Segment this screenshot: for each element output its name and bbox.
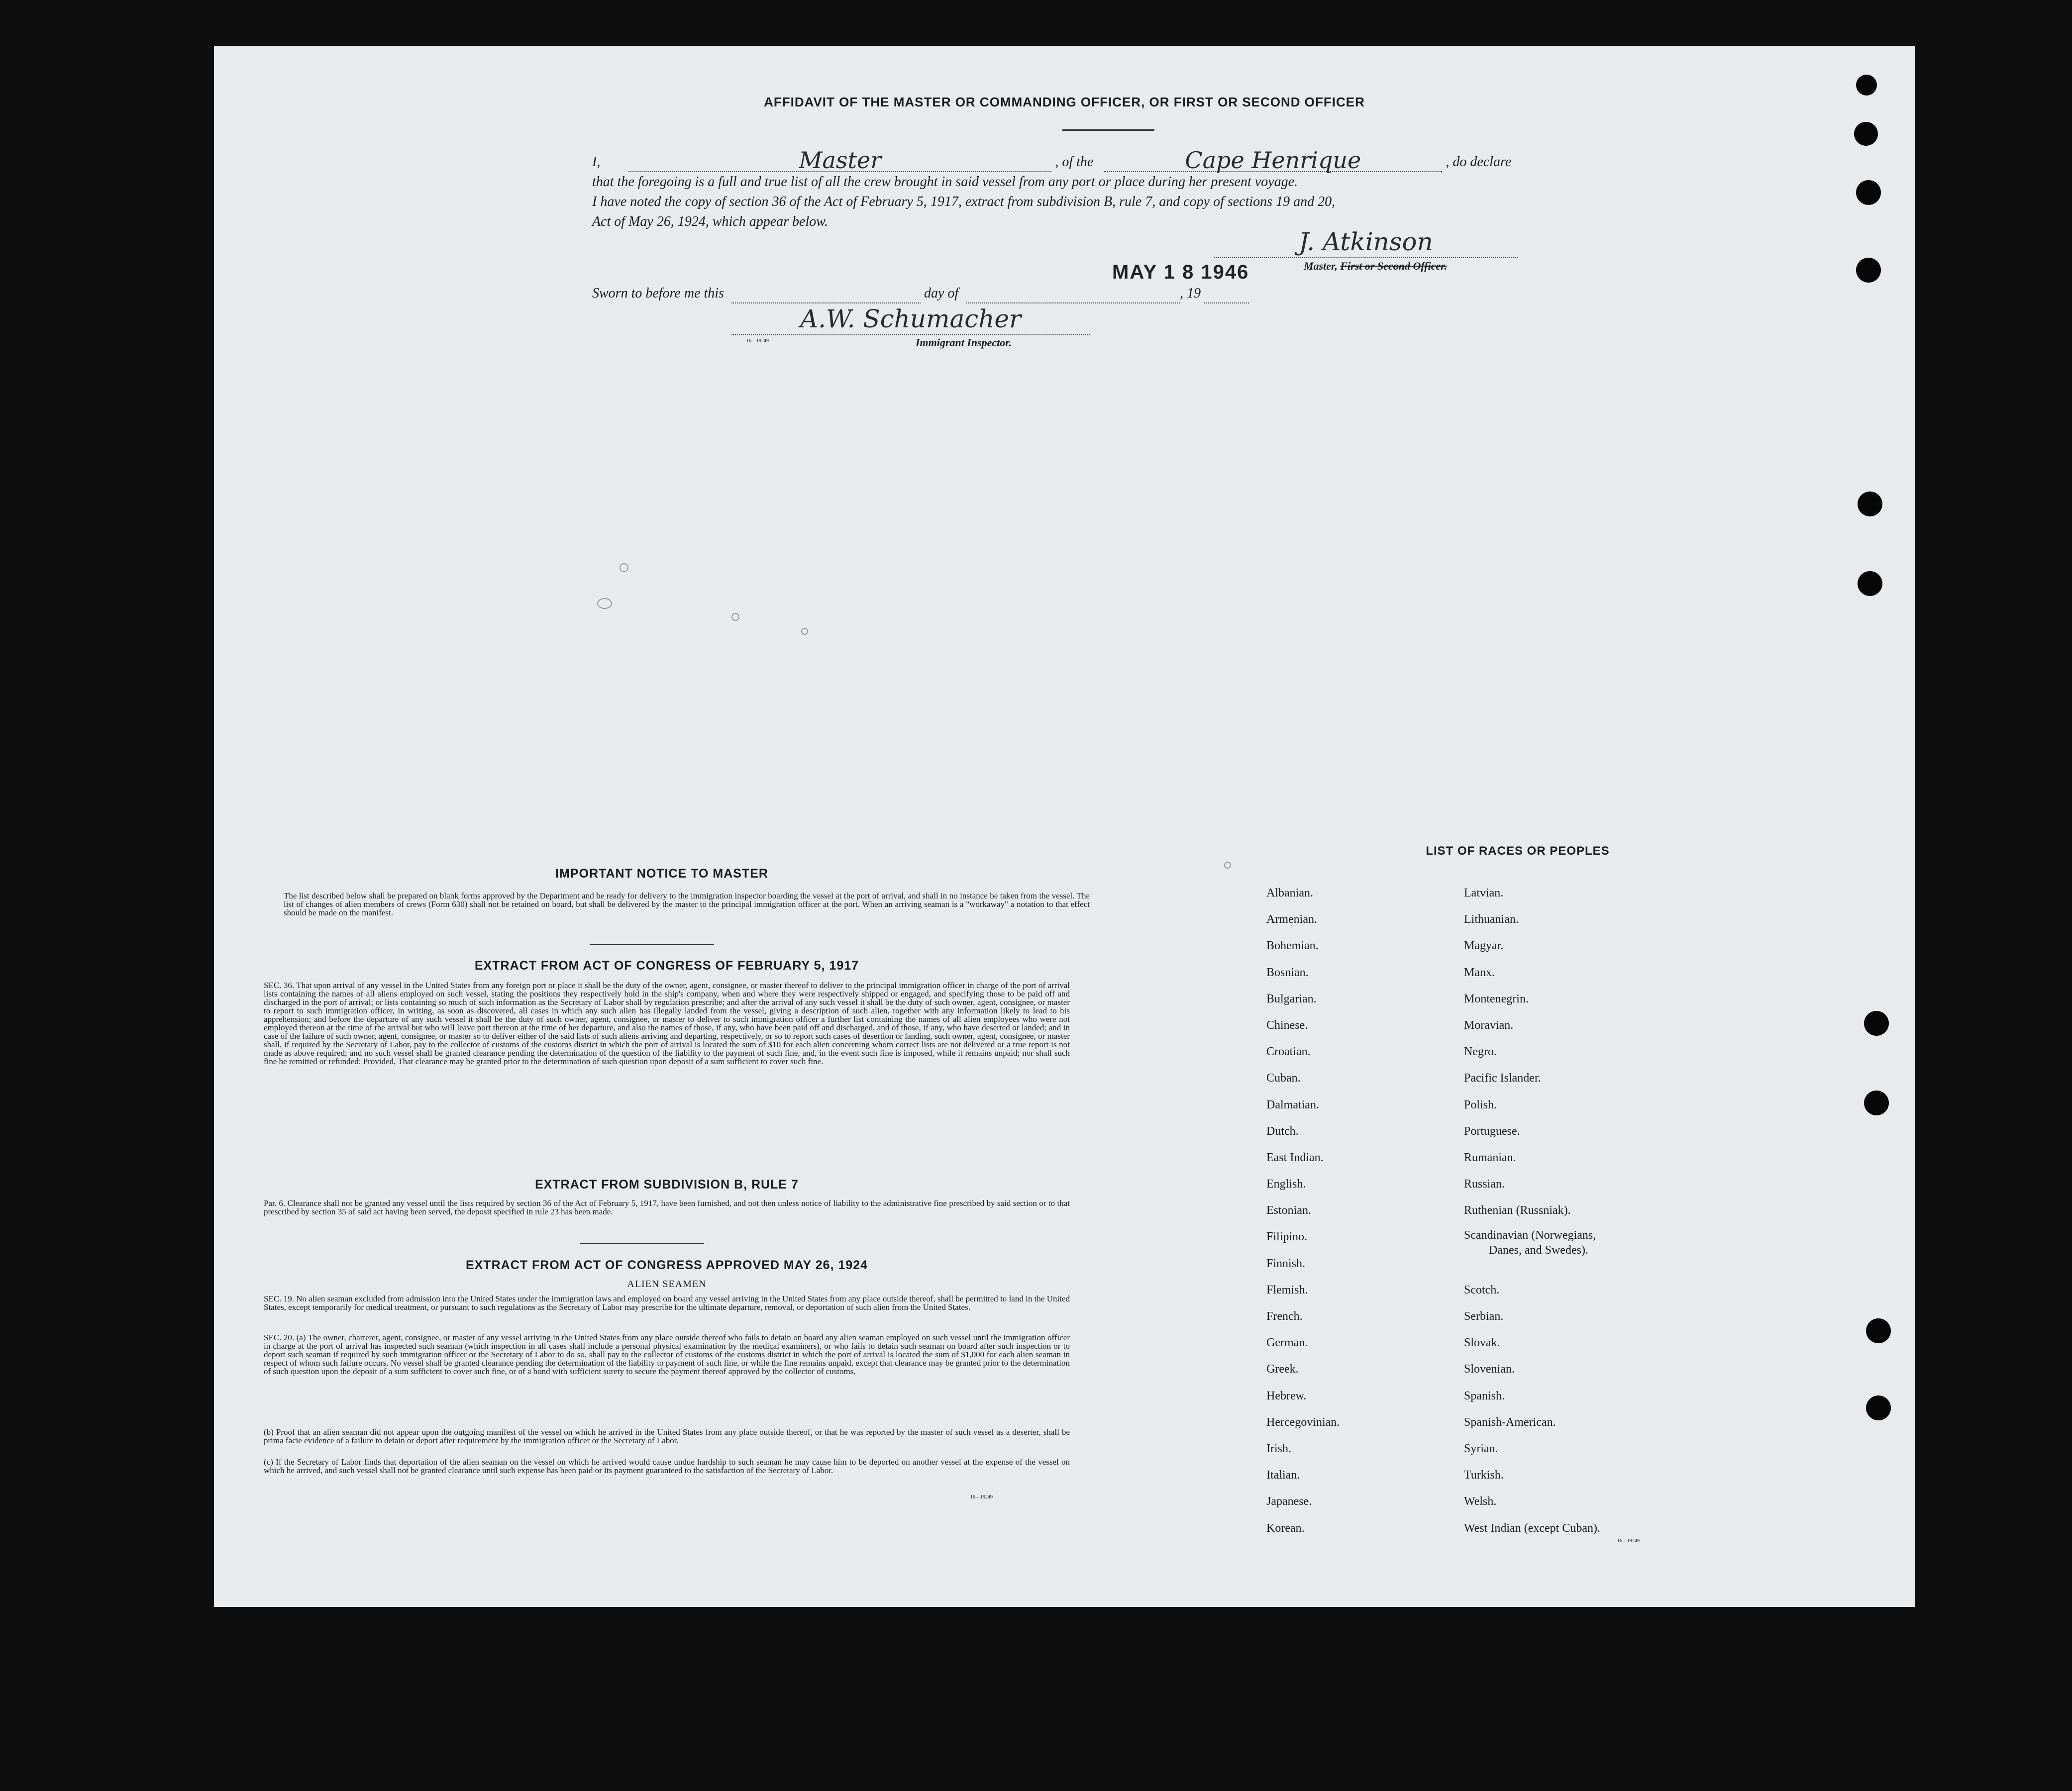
punch-hole [1856, 75, 1877, 96]
rule7-text: Par. 6. Clearance shall not be granted any vessel until the lists required by section 36 of the Act of February 5, 1917, have been furnished, and not then unless notice of liability to the administrative fine prescribed by said section or to that prescribed by section 35 of said act having been served, the deposit specified in rule 23 has been made. [264, 1198, 1070, 1216]
vessel-name-handwriting: Cape Henrique [1185, 147, 1361, 174]
punch-hole [1864, 1011, 1889, 1036]
affidavit-title: AFFIDAVIT OF THE MASTER OR COMMANDING OFFICER, OR FIRST OR SECOND OFFICER [764, 95, 1365, 109]
scan-speck [597, 598, 612, 609]
race-item: Greek. [1266, 1363, 1299, 1376]
race-item: Pacific Islander. [1464, 1072, 1541, 1085]
punch-hole [1866, 1395, 1891, 1420]
race-item: Flemish. [1266, 1283, 1308, 1296]
do-declare-label: , do declare [1446, 154, 1512, 170]
races-title: LIST OF RACES OR PEOPLES [1426, 844, 1610, 858]
race-item: Syrian. [1464, 1442, 1498, 1455]
form-number-top: 16—19249 [746, 338, 769, 344]
punch-hole [1858, 571, 1882, 596]
race-item: Scotch. [1464, 1283, 1500, 1296]
race-item: English. [1266, 1178, 1306, 1191]
master-signature-line [1214, 227, 1518, 258]
scan-speck [1224, 862, 1231, 869]
race-item: French. [1266, 1310, 1303, 1323]
race-item: Dalmatian. [1266, 1098, 1319, 1111]
race-item: German. [1266, 1336, 1308, 1350]
punch-hole [1854, 122, 1878, 146]
races-right-column [1464, 880, 1673, 1542]
race-item: Armenian. [1266, 913, 1317, 926]
section-20a-text: SEC. 20. (a) The owner, charterer, agent, consignee, or master of any vessel arriving in the United States from any place outside thereof who fails to detain on board any alien seaman employed on such vessel until the immigration officer in charge at the port of arrival has inspected such seaman (which inspection in all cases shall include a personal physical examination by the medical examiners), or who fails to detain such seaman on board after such inspection or to deport such seaman if required by such immigration officer or the Secretary of Labor to do so, shall pay to the collector of customs of the customs district in which the port of arrival is located the sum of $1,000 for each alien seaman in respect of whom such failure occurs. No vessel shall be granted clearance pending the determination of the liability to payment of such fine, or while the fine remains unpaid, except that clearance may be granted prior to the determination of such question upon the deposit of a sum sufficient to cover such fine, or of a bond with sufficient surety to secure the payment thereof approved by the collector of customs. [264, 1333, 1070, 1376]
race-item: Manx. [1464, 966, 1495, 979]
race-item: Latvian. [1464, 887, 1504, 899]
scan-speck [731, 613, 739, 621]
race-item: Polish. [1464, 1098, 1497, 1111]
race-item: Korean. [1266, 1521, 1305, 1535]
inspector-signature: A.W. Schumacher [800, 304, 1022, 333]
race-item: Negro. [1464, 1045, 1497, 1059]
declaration-line-3: I have noted the copy of section 36 of the Act of February 5, 1917, extract from subdivision B, rule 7, and copy of sections 19 and 20, [592, 194, 1336, 209]
race-item: Lithuanian. [1464, 913, 1519, 926]
race-item: Japanese. [1266, 1495, 1312, 1508]
punch-hole [1864, 1091, 1889, 1115]
race-item: Estonian. [1266, 1204, 1311, 1217]
race-item: Bosnian. [1266, 966, 1309, 979]
race-item: Serbian. [1464, 1310, 1504, 1323]
vessel-name-field [1104, 147, 1442, 174]
section-19-text: SEC. 19. No alien seaman excluded from admission into the United States under the immigration laws and employed on board any vessel arriving in the United States from any place outside thereof, shall be permitted to land in the United States, except temporarily for medical treatment, or pursuant to such regulations as the Secretary of Labor may prescribe for the ultimate departure, removal, or deportation of such alien from the United States. [264, 1294, 1070, 1312]
race-item: Albanian. [1266, 887, 1313, 899]
divider-1 [590, 944, 714, 945]
race-item: Cuban. [1266, 1072, 1301, 1085]
race-item: Italian. [1266, 1469, 1300, 1482]
date-stamp: MAY 1 8 1946 [1112, 261, 1249, 283]
scan-speck [620, 563, 628, 572]
divider-2 [580, 1243, 704, 1244]
race-item: East Indian. [1266, 1151, 1324, 1164]
title-divider [1062, 129, 1154, 131]
punch-hole [1866, 1318, 1891, 1343]
race-item: Bohemian. [1266, 939, 1319, 953]
race-item: Rumanian. [1464, 1151, 1516, 1164]
race-item: Croatian. [1266, 1045, 1311, 1059]
race-item: Hercegovinian. [1266, 1415, 1340, 1429]
race-item: Spanish. [1464, 1389, 1505, 1402]
notice-text: The list described below shall be prepared on blank forms approved by the Department and be ready for delivery to the immigration inspector boarding the vessel at the port of arrival, and shall in no instance be taken from the vessel. The list of changes of alien members of crews (Form 630) shall not be retained on board, but shall be delivered by the master to the principal immigration officer at the port. When an arriving seaman is a "workaway" a notation to that effect should be made on the manifest. [284, 891, 1090, 917]
month-field [966, 287, 1180, 303]
section-20c-text: (c) If the Secretary of Labor finds that deportation of the alien seaman on the vessel on which he arrived would cause undue hardship to such seaman he may cause him to be deported on another vessel at the expense of the vessel on which he arrived, and such vessel shall not be granted clearance until such expense has been paid or its payment guaranteed to the satisfaction of the Secretary of Labor. [264, 1457, 1070, 1475]
day-field [731, 287, 921, 303]
race-item: Dutch. [1266, 1124, 1299, 1138]
race-item: Turkish. [1464, 1469, 1504, 1482]
extract-1924-title: EXTRACT FROM ACT OF CONGRESS APPROVED MAY 26, 1924 [465, 1258, 868, 1272]
race-item: Slovenian. [1464, 1363, 1515, 1376]
document-page [214, 46, 1915, 1607]
race-item: Portuguese. [1464, 1124, 1520, 1138]
extract-1917-title: EXTRACT FROM ACT OF CONGRESS OF FEBRUARY 5, 1917 [474, 959, 859, 973]
struck-officer-text: First or Second Officer. [1340, 260, 1448, 272]
race-item: Bulgarian. [1266, 992, 1317, 1005]
race-item: Slovak. [1464, 1336, 1500, 1350]
i-label: I, [592, 154, 601, 170]
of-the-label: , of the [1055, 154, 1094, 170]
section-20b-text: (b) Proof that an alien seaman did not appear upon the outgoing manifest of the vessel on which he arrived in the United States from any place outside thereof, or that he was reported by the master of such vessel as a deserter, shall be prima facie evidence of a failure to detain or deport after requirement by the immigration officer or the Secretary of Labor. [264, 1427, 1070, 1445]
race-item: Welsh. [1464, 1495, 1497, 1508]
race-item: Spanish-American. [1464, 1415, 1556, 1429]
race-item: Chinese. [1266, 1018, 1308, 1032]
declaration-line-2: that the foregoing is a full and true list of all the crew brought in said vessel from any port or place during her present voyage. [592, 174, 1298, 190]
form-number-bottom-left: 16—19249 [970, 1494, 993, 1500]
race-item: Magyar. [1464, 939, 1504, 953]
form-number-bottom-right: 16—19249 [1617, 1538, 1640, 1544]
race-item: Moravian. [1464, 1018, 1514, 1032]
inspector-signature-line [731, 304, 1090, 335]
declaration-line-4: Act of May 26, 1924, which appear below. [592, 214, 828, 229]
punch-hole [1858, 492, 1882, 516]
sworn-label: Sworn to before me this [592, 286, 724, 301]
race-item-scandinavian: Scandinavian (Norwegians, Danes, and Swedes). [1464, 1229, 1596, 1257]
master-caption: Master, First or Second Officer. [1304, 260, 1448, 272]
extract-1917-text: SEC. 36. That upon arrival of any vessel in the United States from any foreign port or place it shall be the duty of the owner, agent, consignee, or master thereof to deliver to the principal immigration officer in charge of the port of arrival lists containing the names of all aliens employed on such vessel, stating the positions they respectively hold in the ship's company, when and where they were respectively shipped or engaged, and specifying those to be paid off and discharged in the port of arrival; or lists containing so much of such information as the Secretary of Labor shall by regulation prescribe; and after the arrival of any such vessel it shall be the duty of such owner, agent, consignee, or master to report to such immigration officer, in writing, as soon as discovered, all cases in which any such alien has illegally landed from the vessel, giving a description of such alien, together with any information likely to lead to his apprehension; and before the departure of any such vessel it shall be the duty of such owner, agent, consignee, or master to deliver to such immigration officer a further list containing the names of all alien employees who were not employed thereon at the time of the arrival but who will leave port thereon at the time of her departure, and also the names of those, if any, who have been paid off and discharged, and of those, if any, who have deserted or landed; and in case of the failure of such owner, agent, consignee, or master so to deliver either of the said lists of such aliens arriving and departing, respectively, or so to report such cases of desertion or landing, such owner, agent, consignee, or master shall, if required by the Secretary of Labor, pay to the collector of customs of the customs district in which the port of arrival is located the sum of $10 for each alien concerning whom correct lists are not delivered or a true report is not made as above required; and no such vessel shall be granted clearance pending the determination of the question of the liability to the payment of such fine, and, in the event such fine is imposed, while it remains unpaid; nor shall such fine be remitted or refunded: Provided, That clearance may be granted prior to the determination of such question upon deposit of a sum sufficient to cover such fine. [264, 981, 1070, 1066]
punch-hole [1856, 180, 1881, 205]
sworn-line [592, 284, 1538, 303]
race-item: West Indian (except Cuban). [1464, 1521, 1600, 1535]
alien-seamen-subtitle: ALIEN SEAMEN [627, 1279, 707, 1290]
scan-speck [801, 628, 808, 635]
inspector-caption: Immigrant Inspector. [916, 336, 1012, 349]
declaration-line-1 [592, 147, 1597, 174]
year-field [1204, 287, 1249, 303]
race-item: Irish. [1266, 1442, 1291, 1455]
race-item: Hebrew. [1266, 1389, 1307, 1402]
year-prefix: , 19 [1180, 286, 1201, 301]
race-item: Russian. [1464, 1178, 1505, 1191]
races-left-column [1266, 880, 1455, 1542]
race-item: Ruthenian (Russniak). [1464, 1204, 1571, 1217]
master-signature: J. Atkinson [1299, 227, 1433, 256]
race-item: Filipino. [1266, 1230, 1308, 1244]
punch-hole [1856, 258, 1881, 283]
race-item: Montenegrin. [1464, 992, 1529, 1005]
master-name-field [628, 147, 1051, 174]
master-name-handwriting: Master [799, 147, 882, 174]
day-of-label: day of [924, 286, 959, 301]
rule7-title: EXTRACT FROM SUBDIVISION B, RULE 7 [535, 1178, 799, 1192]
notice-title: IMPORTANT NOTICE TO MASTER [555, 867, 768, 881]
race-item: Finnish. [1266, 1257, 1306, 1270]
